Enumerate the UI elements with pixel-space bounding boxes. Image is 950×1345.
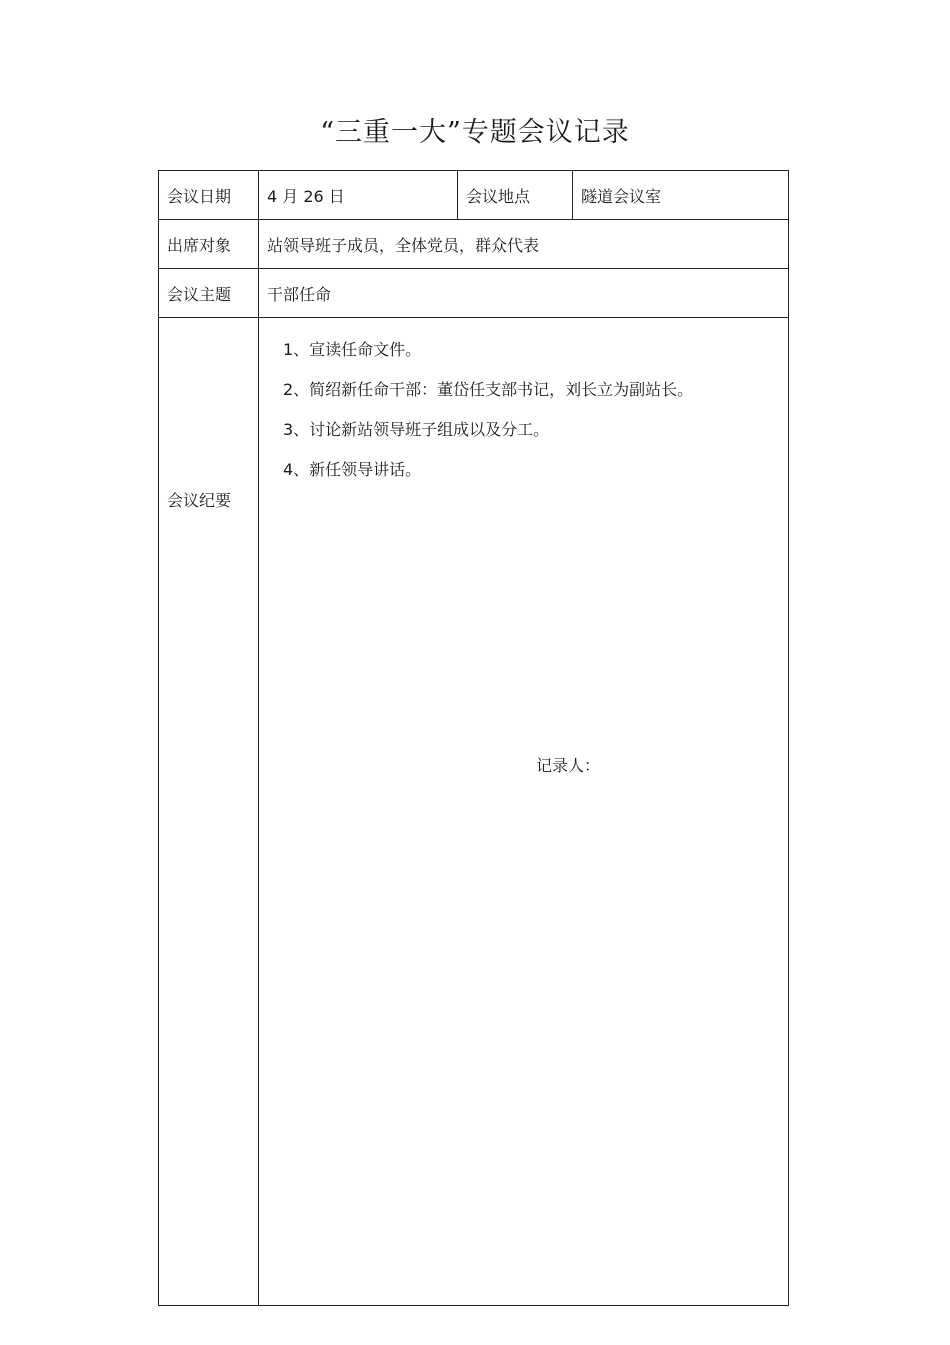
location-value: 隧道会议室	[573, 171, 789, 220]
list-item: 3、讨论新站领导班子组成以及分工。	[283, 420, 550, 439]
list-item: 1、宣读任命文件。	[283, 340, 422, 359]
minutes-list	[283, 330, 693, 490]
row-date-location	[159, 171, 789, 220]
list-item: 2、简绍新任命干部：董岱任支部书记，刘长立为副站长。	[283, 380, 694, 399]
date-label: 会议日期	[159, 171, 259, 220]
topic-label: 会议主题	[159, 269, 259, 318]
page-title: “三重一大”专题会议记录	[320, 117, 630, 148]
meeting-record-table	[158, 170, 789, 1306]
topic-value: 干部任命	[259, 269, 789, 318]
recorder-label: 记录人：	[536, 756, 601, 775]
minutes-content	[259, 318, 789, 1306]
date-value: 4 月 26 日	[259, 171, 458, 220]
row-minutes	[159, 318, 789, 1306]
attendees-label: 出席对象	[159, 220, 259, 269]
row-attendees	[159, 220, 789, 269]
row-topic	[159, 269, 789, 318]
minutes-label: 会议纪要	[159, 318, 259, 1306]
list-item: 4、新任领导讲话。	[283, 460, 422, 479]
location-label: 会议地点	[458, 171, 573, 220]
attendees-value: 站领导班子成员，全体党员，群众代表	[259, 220, 789, 269]
